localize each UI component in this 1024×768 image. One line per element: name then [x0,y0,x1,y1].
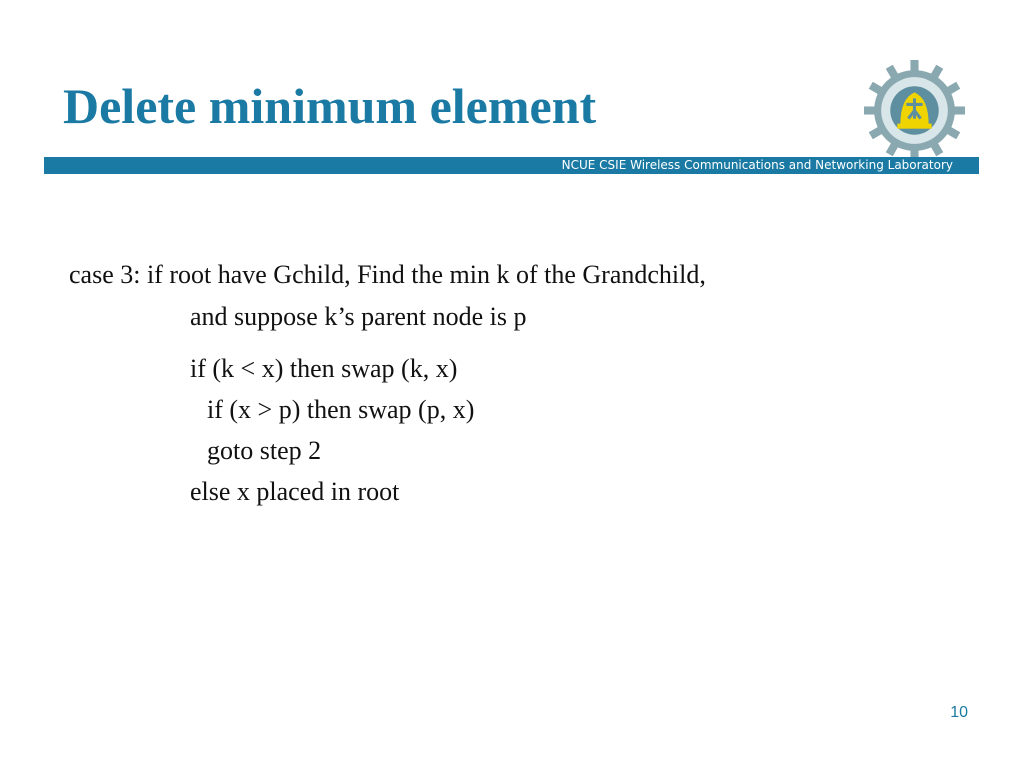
body-line-3: if (k < x) then swap (k, x) [190,354,458,383]
body-line-5: goto step 2 [207,436,322,465]
body-line-6: else x placed in root [190,477,400,506]
lab-banner-text: NCUE CSIE Wireless Communications and Networking Laboratory [561,158,953,172]
body-line-1: case 3: if root have Gchild, Find the min k of the Grandchild, [69,260,706,289]
slide-title: Delete minimum element [63,78,597,134]
lab-banner [44,157,979,174]
body-line-2: and suppose k’s parent node is p [190,302,527,331]
university-seal-icon [864,60,965,161]
page-number: 10 [950,704,968,721]
body-line-4: if (x > p) then swap (p, x) [207,395,475,424]
